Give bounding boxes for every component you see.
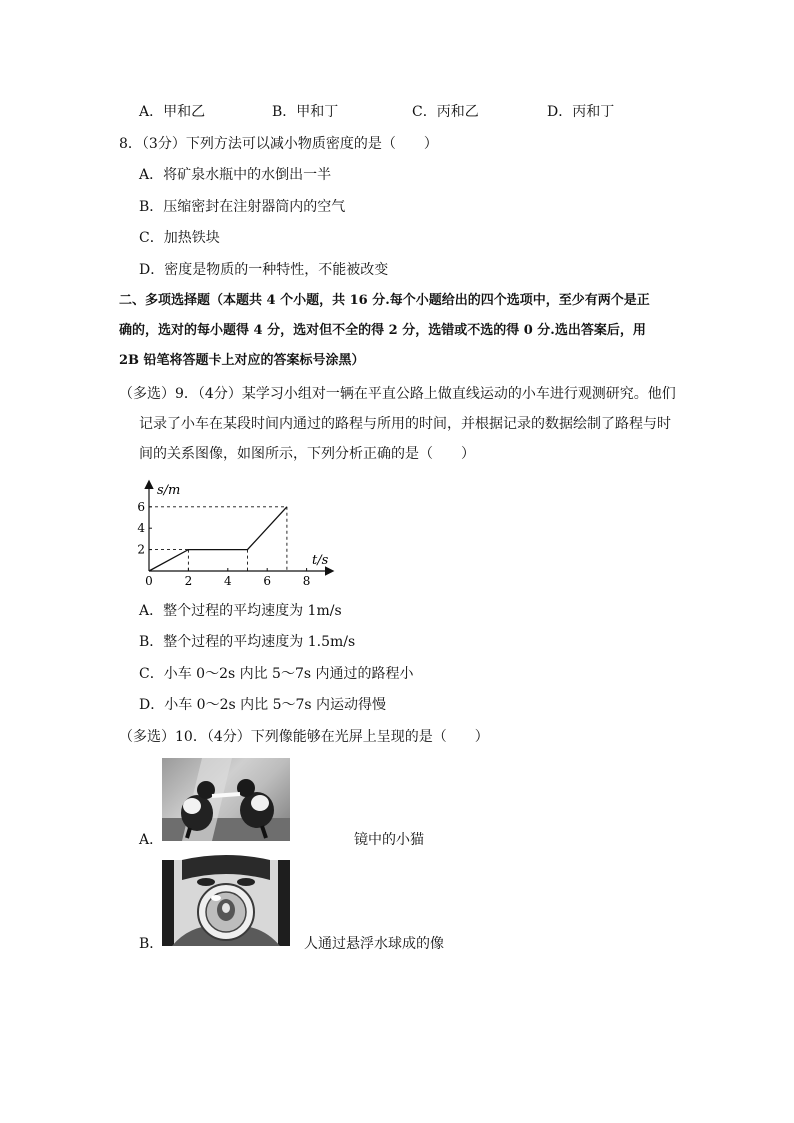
y-tick-label: 6 (137, 499, 145, 514)
x-tick-label: 0 (145, 574, 153, 588)
data-line (149, 507, 287, 571)
q7-option-d: D．丙和丁 (547, 104, 615, 120)
x-tick-label: 8 (302, 574, 311, 588)
q8-option-b: B．压缩密封在注射器筒内的空气 (139, 199, 346, 215)
q9-option-c: C．小车 0～2s 内比 5～7s 内通过的路程小 (139, 666, 414, 682)
distance-time-graph (137, 478, 340, 588)
y-axis-label: s/m (157, 483, 181, 498)
q8-option-a: A．将矿泉水瓶中的水倒出一半 (139, 167, 332, 183)
ticks (137, 500, 310, 588)
q10-option-a-letter: A． (139, 832, 164, 848)
q10-option-b-letter: B． (139, 936, 164, 952)
y-tick-label: 4 (137, 521, 145, 536)
q9-stem-line-1: （多选）9．（4分）某学习小组对一辆在平直公路上做直线运动的小车进行观测研究。他们 (119, 386, 676, 402)
q8-option-d: D．密度是物质的一种特性，不能被改变 (139, 262, 389, 278)
q10-option-a-caption: 镜中的小猫 (354, 832, 424, 848)
x-tick-label: 6 (263, 574, 272, 588)
q7-option-c: C．丙和乙 (412, 104, 479, 120)
q10-stem: （多选）10．（4分）下列像能够在光屏上呈现的是（ ） (119, 729, 489, 745)
cat-mirror-photo (162, 758, 290, 841)
section2-line-3: 2B 铅笔将答题卡上对应的答案标号涂黑） (119, 353, 365, 368)
q9-stem-line-2: 记录了小车在某段时间内通过的路程与所用的时间，并根据记录的数据绘制了路程与时 (139, 416, 671, 432)
q7-option-a: A．甲和乙 (139, 104, 206, 120)
x-tick-label: 4 (223, 574, 232, 588)
q9-option-d: D．小车 0～2s 内比 5～7s 内运动得慢 (139, 697, 387, 713)
q7-option-b: B．甲和丁 (272, 104, 339, 120)
q8-stem: 8．（3分）下列方法可以减小物质密度的是（ ） (119, 136, 438, 152)
distance-time-line (149, 507, 287, 571)
q9-stem-line-3: 间的关系图像，如图所示，下列分析正确的是（ ） (139, 446, 475, 462)
section2-line-1: 二、多项选择题（本题共 4 个小题，共 16 分.每个小题给出的四个选项中，至少有两个是正 (119, 293, 650, 308)
q10-option-b-caption: 人通过悬浮水球成的像 (304, 936, 444, 952)
x-tick-label: 2 (184, 574, 193, 588)
x-axis-label: t/s (312, 553, 329, 568)
guide-lines (149, 507, 287, 571)
q8-option-c: C．加热铁块 (139, 230, 220, 246)
y-tick-label: 2 (137, 542, 145, 557)
q9-option-a: A．整个过程的平均速度为 1m/s (139, 603, 342, 619)
q9-option-b: B．整个过程的平均速度为 1.5m/s (139, 634, 356, 650)
section2-line-2: 确的，选对的每小题得 4 分，选对但不全的得 2 分，选错或不选的得 0 分.选出答案后，用 (119, 323, 646, 338)
water-ball-photo (162, 860, 290, 946)
